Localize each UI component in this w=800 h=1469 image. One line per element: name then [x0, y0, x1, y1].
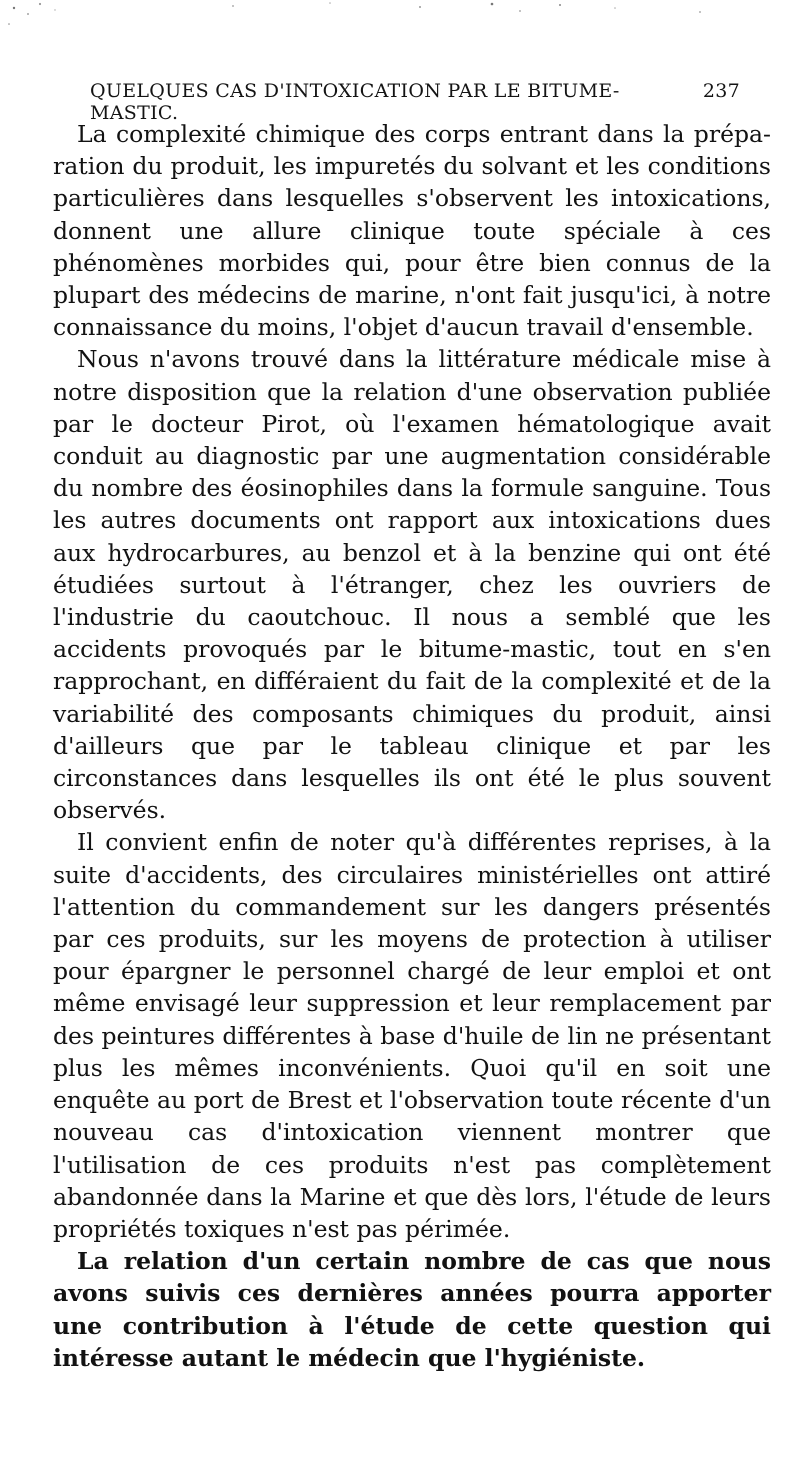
paragraph-4: La relation d'un certain nombre de cas que nous avons suivis ces dernières années pourra apporter une contribution à l'étude de cette question qui intéresse autant le médecin que l'hygiéniste. [53, 1247, 771, 1372]
paragraph-3: Il convient enfin de noter qu'à différentes reprises, à la suite d'accidents, des circulaires ministérielles ont attiré l'attention du commandement sur les dangers présentés par ces produits, sur les moyens de protection à utiliser pour épargner le personnel chargé de leur emploi et ont même envisagé leur suppression et leur remplacement par des peintures différentes à base d'huile de lin ne présentant plus les mêmes inconvénients. Quoi qu'il en soit une enquête au port de Brest et l'observation toute récente d'un nouveau cas d'intoxication viennent montrer que l'utilisation de ces produits n'est pas complètement abandonnée dans la Marine et que dès lors, l'étude de leurs propriétés toxiques n'est pas périmée. [53, 828, 771, 1243]
paragraph-1: La complexité chimique des corps entrant dans la préparation du produit, les impuretés du solvant et les conditions particulières dans lesquelles s'observent les intoxications, donnent une allure clinique toute spéciale à ces phénomènes morbides qui, pour être bien connus de la plupart des médecins de marine, n'ont fait jusqu'ici, à notre connaissance du moins, l'objet d'aucun travail d'ensemble. [53, 120, 771, 342]
running-title: QUELQUES CAS D'INTOXICATION PAR LE BITUME-MASTIC. [90, 80, 620, 124]
page-number: 237 [702, 80, 740, 102]
scan-speckle-decoration [0, 0, 800, 60]
body-text [53, 118, 771, 1374]
paragraph-2: Nous n'avons trouvé dans la littérature médicale mise à notre disposition que la relation d'une observation publiée par le docteur Pirot, où l'examen hématologique avait conduit au diagnostic par une augmentation considérable du nombre des éosinophiles dans la formule sanguine. Tous les autres documents ont rapport aux intoxications dues aux hydrocarbures, au benzol et à la benzine qui ont été étudiées surtout à l'étranger, chez les ouvriers de l'industrie du caoutchouc. Il nous a semblé que les accidents provoqués par le bitume-mastic, tout en s'en rapprochant, en différaient du fait de la complexité et de la variabilité des composants chimiques du produit, ainsi d'ailleurs que par le tableau clinique et par les circonstances dans lesquelles ils ont été le plus souvent observés. [53, 345, 771, 825]
